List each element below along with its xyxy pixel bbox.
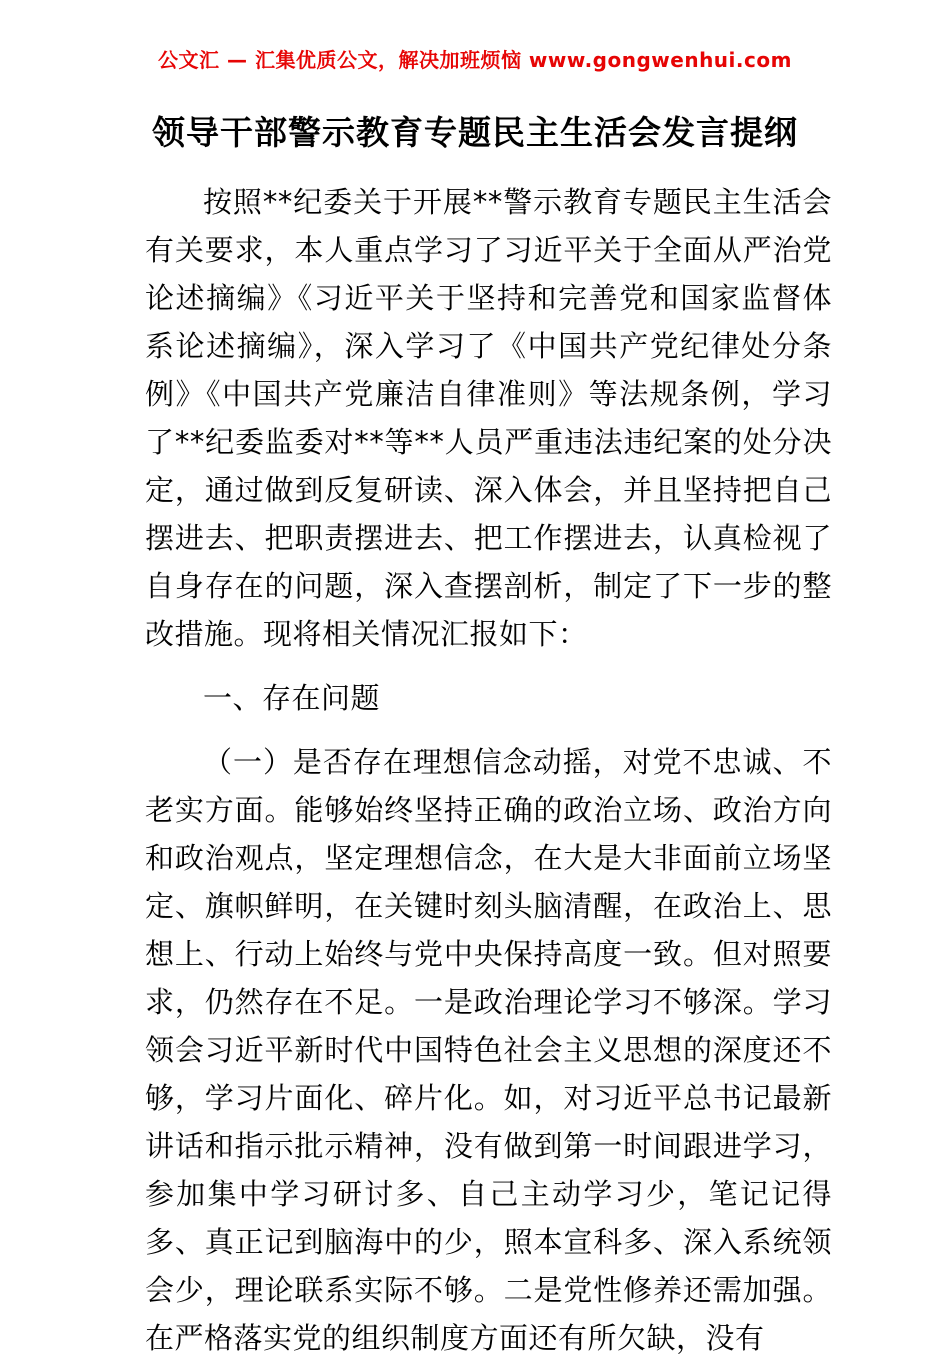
- document-title: 领导干部警示教育专题民主生活会发言提纲: [152, 113, 798, 152]
- section-heading-1: 一、存在问题: [203, 681, 381, 715]
- paragraph-intro: 按照**纪委关于开展**警示教育专题民主生活会有关要求，本人重点学习了习近平关于全面从严治党论述摘编》《习近平关于坚持和完善党和国家监督体系论述摘编》，深入学习了《中国共产党纪律处分条例》《中国共产党廉洁自律准则》等法规条例，学习了**纪委监委对**等**人员严重违法违纪案的处分决定，通过做到反复研读、深入体会，并且坚持把自己摆进去、把职责摆进去、把工作摆进去，认真检视了自身存在的问题，深入查摆剖析，制定了下一步的整改措施。现将相关情况汇报如下：: [145, 185, 832, 651]
- paragraph-section-1: （一）是否存在理想信念动摇，对党不忠诚、不老实方面。能够始终坚持正确的政治立场、政治方向和政治观点，坚定理想信念，在大是大非面前立场坚定、旗帜鲜明，在关键时刻头脑清醒，在政治上、思想上、行动上始终与党中央保持高度一致。但对照要求，仍然存在不足。一是政治理论学习不够深。学习领会习近平新时代中国特色社会主义思想的深度还不够，学习片面化、碎片化。如，对习近平总书记最新讲话和指示批示精神，没有做到第一时间跟进学习，参加集中学习研讨多、自己主动学习少，笔记记得多、真正记到脑海中的少，照本宣科多、深入系统领会少，理论联系实际不够。二是党性修养还需加强。在严格落实党的组织制度方面还有所欠缺，没有: [145, 745, 832, 1355]
- document-body: [0, 154, 950, 1362]
- site-watermark-header: 公文汇 — 汇集优质公文，解决加班烦恼 www.gongwenhui.com: [158, 48, 792, 72]
